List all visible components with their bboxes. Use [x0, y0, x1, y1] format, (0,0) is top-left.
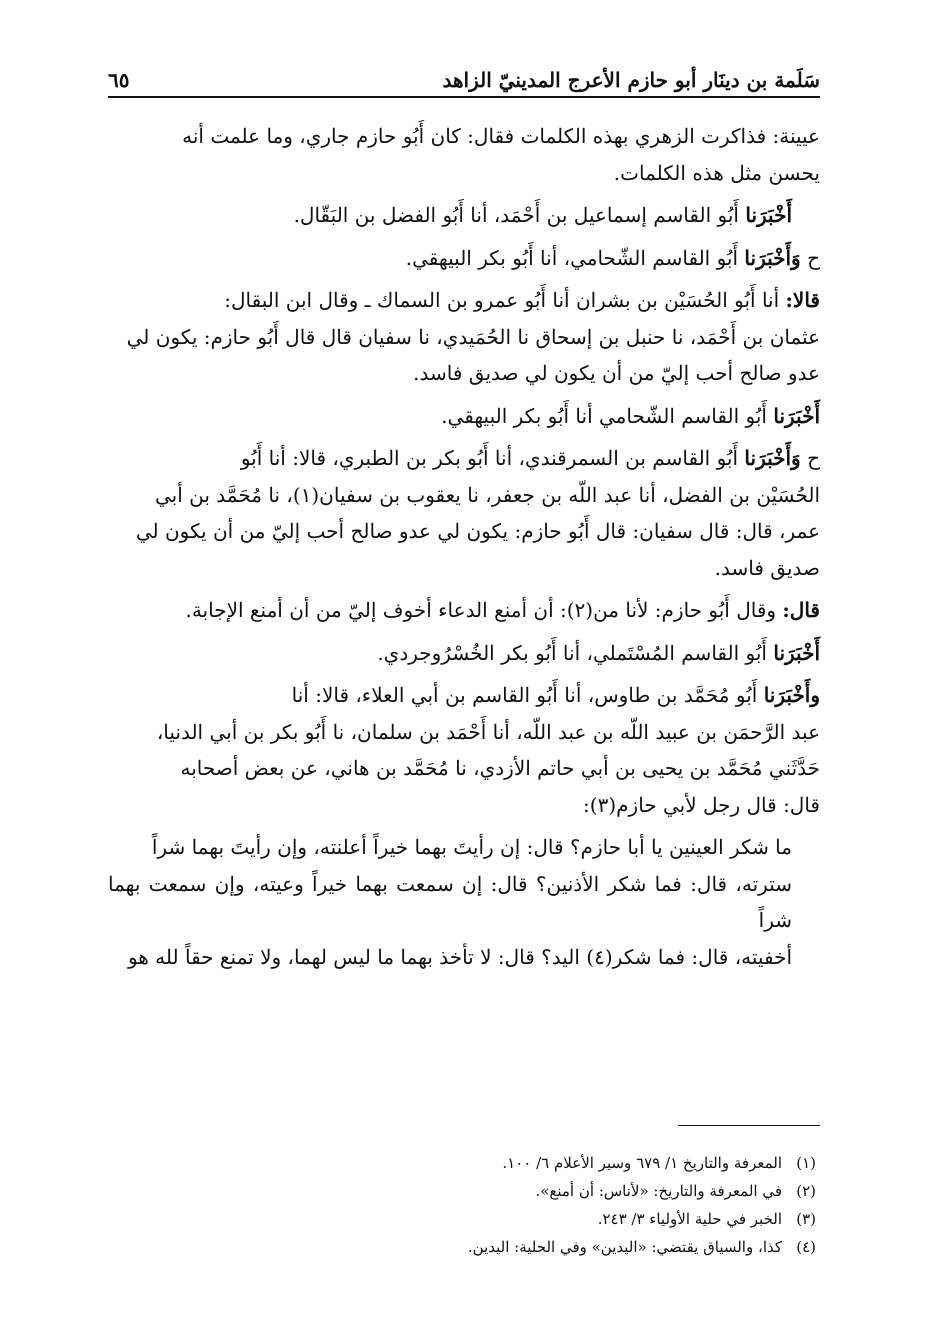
- text-line: أَبُو القاسم الشّحامي، أنا أَبُو بكر البيهقي.: [405, 245, 745, 270]
- text-line: صديق فاسد.: [714, 555, 820, 580]
- text-line: حَدَّثَني مُحَمَّد بن يحيى بن أبي حاتم الأزدي، نا مُحَمَّد بن هاني، عن بعض أصحابه: [180, 756, 820, 780]
- text-line: سترته، قال: فما شكر الأذنين؟ قال: إن سمعت بهما خيراً وعيته، وإن سمعت بهما شراً: [108, 871, 792, 932]
- isnad-keyword: أَخْبَرَنا: [773, 403, 820, 428]
- text-line: أَبُو القاسم المُسْتَملي، أنا أَبُو بكر الخُسْرُوجردي.: [377, 640, 774, 665]
- text-line: أنا أَبُو الحُسَيْن بن بشران أنا أَبُو عمرو بن السماك ـ وقال ابن البقال:: [224, 288, 786, 312]
- text-line: عبد الرَّحمَن بن عبيد اللّه بن عبد اللّه، أنا أَحْمَد بن سلمان، نا أَبُو بكر بن أبي الدنيا،: [156, 719, 820, 744]
- text-line: ما شكر العينين يا أبا حازم؟ قال: إن رأيتَ بهما خيراً أعلنته، وإن رأيتَ بهما شراً: [151, 835, 792, 859]
- paragraph-5: [108, 398, 820, 435]
- footnote-3: [108, 1205, 820, 1233]
- text-line: يحسن مثل هذه الكلمات.: [613, 160, 820, 185]
- isnad-keyword: وأَخْبَرَنا: [763, 683, 820, 707]
- isnad-keyword: قال:: [782, 598, 820, 622]
- footnote-number: (٣): [796, 1210, 816, 1228]
- ha-marker: ح: [800, 245, 820, 270]
- text-line: عدو صالح أحب إليّ من أن يكون لي صديق فاسد.: [413, 361, 820, 385]
- isnad-keyword: أَخْبَرَنا: [773, 640, 820, 665]
- isnad-keyword: أَخْبَرَنا: [745, 203, 792, 227]
- footnote-text: الخبر في حلية الأولياء ٣/ ٢٤٣.: [597, 1210, 782, 1228]
- text-line: أَبُو القاسم إسماعيل بن أَحْمَد، أنا أَبُو الفضل بن البَقّال.: [293, 203, 746, 227]
- footnote-number: (٤): [796, 1238, 816, 1256]
- paragraph-3: [108, 240, 820, 277]
- footnote-text: كذا، والسياق يقتضي: «اليدين» وفي الحلية: اليدين.: [467, 1238, 782, 1256]
- body-text: [108, 118, 820, 981]
- footnote-number: (١): [796, 1154, 816, 1172]
- paragraph-9: [108, 677, 820, 823]
- paragraph-8: [108, 635, 820, 672]
- paragraph-1: [108, 118, 820, 191]
- header-rule: [108, 96, 820, 98]
- text-line: الحُسَيْن بن الفضل، أنا عبد اللّه بن جعفر، نا يعقوب بن سفيان(١)، نا مُحَمَّد بن أبي: [155, 482, 820, 507]
- paragraph-6: [108, 440, 820, 586]
- paragraph-4: [108, 282, 820, 392]
- text-line: أخفيته، قال: فما شكر(٤) اليد؟ قال: لا تأخذ بهما ما ليس لهما، ولا تمنع حقاً لله هو: [127, 944, 792, 969]
- running-head: [108, 58, 820, 92]
- text-line: وقال أَبُو حازم: لأنا من(٢): أن أمنع الدعاء أخوف إليّ من أن أمنع الإجابة.: [185, 598, 783, 622]
- paragraph-2: [108, 197, 820, 234]
- footnote-2: [108, 1177, 820, 1205]
- ha-marker: ح: [800, 446, 820, 470]
- running-title: سَلَمة بن دينَار أبو حازم الأعرج المدينيّ الزاهد: [442, 68, 820, 92]
- footnotes: [108, 1149, 820, 1261]
- isnad-keyword: وَأَخْبَرَنا: [744, 245, 801, 270]
- text-line: أَبُو القاسم الشّحامي أنا أَبُو بكر البيهقي.: [441, 403, 774, 428]
- text-line: أَبُو مُحَمَّد بن طاوس، أنا أَبُو القاسم بن أبي العلاء، قالا: أنا: [291, 683, 764, 707]
- page-number: ٦٥: [108, 68, 130, 92]
- footnote-4: [108, 1233, 820, 1261]
- footnote-rule: [678, 1125, 820, 1126]
- text-line: عيينة: فذاكرت الزهري بهذه الكلمات فقال: كان أَبُو حازم جاري، وما علمت أنه: [182, 124, 820, 148]
- footnote-number: (٢): [796, 1182, 816, 1200]
- isnad-keyword: وَأَخْبَرَنا: [744, 446, 801, 470]
- paragraph-10: [108, 829, 820, 975]
- footnote-text: المعرفة والتاريخ ١/ ٦٧٩ وسير الأعلام ٦/ ١٠٠.: [502, 1154, 782, 1172]
- paragraph-7: [108, 592, 820, 629]
- text-line: عثمان بن أَحْمَد، نا حنبل بن إسحاق نا الحُمَيدي، نا سفيان قال قال أَبُو حازم: يكون لي: [126, 324, 820, 349]
- footnote-text: في المعرفة والتاريخ: «لأناس: أن أمنع».: [535, 1182, 782, 1200]
- isnad-keyword: قالا:: [785, 288, 820, 312]
- text-line: قال: قال رجل لأبي حازم(٣):: [583, 792, 820, 817]
- text-line: أَبُو القاسم بن السمرقندي، أنا أَبُو بكر بن الطبري، قالا: أنا أَبُو: [240, 446, 745, 470]
- footnote-1: [108, 1149, 820, 1177]
- text-line: عمر، قال: قال سفيان: قال أَبُو حازم: يكون لي عدو صالح أحب إليّ من أن يكون لي: [135, 519, 820, 543]
